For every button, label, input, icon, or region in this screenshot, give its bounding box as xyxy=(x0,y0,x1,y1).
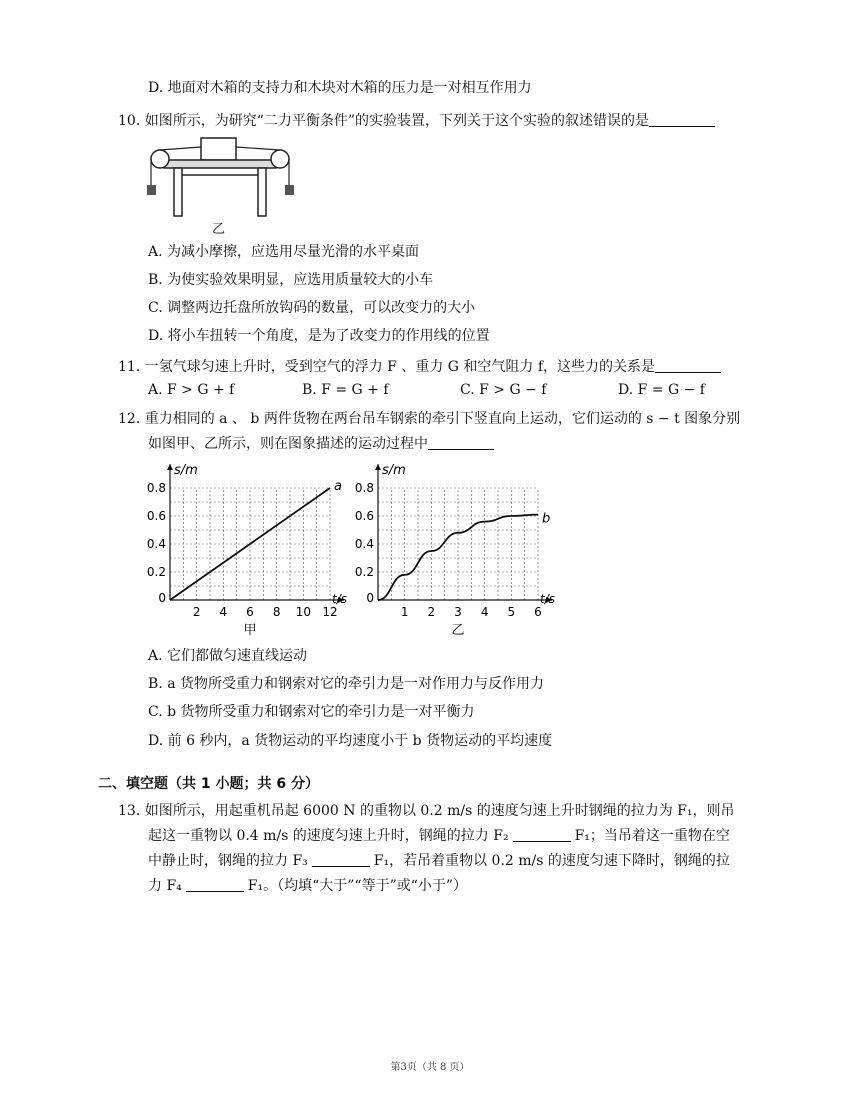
x-tick-label: 6 xyxy=(534,605,542,619)
table-leg xyxy=(174,168,182,216)
y-tick-label: 0.4 xyxy=(146,537,166,551)
x-tick-label: 4 xyxy=(480,605,489,619)
q10-stem-text: 10. 如图所示，为研究“二力平衡条件”的实验装置，下列关于这个实验的叙述错误的是 xyxy=(118,113,650,129)
q9-option-d: D. 地面对木箱的支持力和木块对木箱的压力是一对相互作用力 xyxy=(148,80,532,96)
q11-option-b[interactable]: B. F = G + f xyxy=(302,382,389,398)
q13-line2b: F₁；当吊着这一重物在空 xyxy=(574,828,730,844)
q13-line4a: 力 F₄ xyxy=(148,878,182,894)
q12-option-d[interactable]: D. 前 6 秒内，a 货物运动的平均速度小于 b 货物运动的平均速度 xyxy=(148,733,553,749)
string xyxy=(160,147,201,150)
y-axis-label: s/m xyxy=(382,463,406,478)
series-label: b xyxy=(542,511,551,527)
answer-blank-f4[interactable] xyxy=(186,877,244,892)
cart xyxy=(201,138,236,160)
x-tick-label: 6 xyxy=(246,605,254,619)
q12-option-c[interactable]: C. b 货物所受重力和钢索对它的牵引力是一对平衡力 xyxy=(148,704,475,720)
answer-blank-f3[interactable] xyxy=(312,852,370,867)
q12-option-b[interactable]: B. a 货物所受重力和钢索对它的牵引力是一对作用力与反作用力 xyxy=(148,676,544,692)
weight xyxy=(147,185,156,195)
x-tick-label: 8 xyxy=(272,605,281,619)
x-axis-label: t/s xyxy=(332,592,347,606)
chart-jia xyxy=(140,458,350,638)
section-title: 二、填空题（共 1 小题；共 6 分） xyxy=(98,776,319,792)
origin-label: 0 xyxy=(366,591,374,605)
y-tick-label: 0.8 xyxy=(146,481,166,495)
chart-yi xyxy=(348,458,558,638)
q12-stem-line1: 12. 重力相同的 a 、 b 两件货物在两台吊车钢索的牵引下竖直向上运动，它们运动的 s − t 图象分别 xyxy=(118,411,741,427)
q11-stem xyxy=(118,357,721,377)
x-tick-label: 4 xyxy=(219,605,228,619)
y-tick-label: 0.4 xyxy=(354,537,374,551)
q13-line4 xyxy=(148,876,467,896)
origin-label: 0 xyxy=(158,591,166,605)
x-tick-label: 5 xyxy=(507,605,516,619)
y-tick-label: 0.8 xyxy=(354,481,374,495)
series-label: a xyxy=(334,479,342,494)
y-axis-label: s/m xyxy=(174,463,198,478)
q10-stem xyxy=(118,111,715,131)
y-tick-label: 0.6 xyxy=(354,509,374,523)
x-tick-label: 12 xyxy=(322,605,338,619)
x-tick-label: 10 xyxy=(295,605,311,619)
q13-line2a: 起这一重物以 0.4 m/s 的速度匀速上升时，钢绳的拉力 F₂ xyxy=(148,828,509,844)
y-tick-label: 0.6 xyxy=(146,509,166,523)
q10-apparatus-figure xyxy=(146,133,296,238)
page-footer: 第3页（共 8 页） xyxy=(390,1062,470,1073)
pulley xyxy=(151,150,169,168)
q13-line3b: F₁，若吊着重物以 0.2 m/s 的速度匀速下降时，钢绳的拉 xyxy=(373,853,730,869)
q10-figure-label: 乙 xyxy=(212,222,226,237)
q13-line3a: 中静止时，钢绳的拉力 F₃ xyxy=(148,853,308,869)
x-axis-label: t/s xyxy=(540,592,555,606)
string xyxy=(236,147,280,150)
q10-option-a[interactable]: A. 为减小摩擦，应选用尽量光滑的水平桌面 xyxy=(148,244,420,260)
y-axis-arrow xyxy=(375,464,381,470)
y-axis-arrow xyxy=(167,464,173,470)
y-tick-label: 0.2 xyxy=(354,565,374,579)
q11-option-c[interactable]: C. F > G − f xyxy=(460,382,547,398)
table-top xyxy=(164,160,276,168)
q10-option-d[interactable]: D. 将小车扭转一个角度，是为了改变力的作用线的位置 xyxy=(148,328,490,344)
answer-blank-f2[interactable] xyxy=(513,827,571,842)
x-tick-label: 3 xyxy=(454,605,462,619)
chart-caption: 乙 xyxy=(451,623,465,638)
answer-blank[interactable] xyxy=(655,358,721,373)
weight xyxy=(285,185,294,195)
q11-option-d[interactable]: D. F = G − f xyxy=(618,382,705,398)
pulley xyxy=(271,150,289,168)
q12-option-a[interactable]: A. 它们都做匀速直线运动 xyxy=(148,648,308,664)
x-tick-label: 2 xyxy=(427,605,436,619)
q13-line4b: F₁。（均填“大于”“等于”或“小于”） xyxy=(247,878,468,894)
q13-line3 xyxy=(148,851,730,871)
x-tick-label: 1 xyxy=(400,605,409,619)
q10-option-c[interactable]: C. 调整两边托盘所放钩码的数量，可以改变力的大小 xyxy=(148,300,476,316)
answer-blank[interactable] xyxy=(428,435,494,450)
x-tick-label: 2 xyxy=(192,605,201,619)
q11-stem-text: 11. 一氢气球匀速上升时，受到空气的浮力 F 、重力 G 和空气阻力 f，这些力的关系是 xyxy=(118,359,656,375)
q13-line1: 13. 如图所示，用起重机吊起 6000 N 的重物以 0.2 m/s 的速度匀速上升时钢绳的拉力为 F₁，则吊 xyxy=(118,803,735,819)
table-leg xyxy=(258,168,266,216)
q10-option-b[interactable]: B. 为使实验效果明显，应选用质量较大的小车 xyxy=(148,272,434,288)
chart-caption: 甲 xyxy=(243,623,257,638)
q11-option-a[interactable]: A. F > G + f xyxy=(148,382,235,398)
q12-stem-text: 如图甲、乙所示，则在图象描述的运动过程中 xyxy=(148,436,428,452)
q13-line2 xyxy=(148,826,730,846)
q12-stem-line2 xyxy=(148,434,494,454)
answer-blank[interactable] xyxy=(649,112,715,127)
y-tick-label: 0.2 xyxy=(146,565,166,579)
